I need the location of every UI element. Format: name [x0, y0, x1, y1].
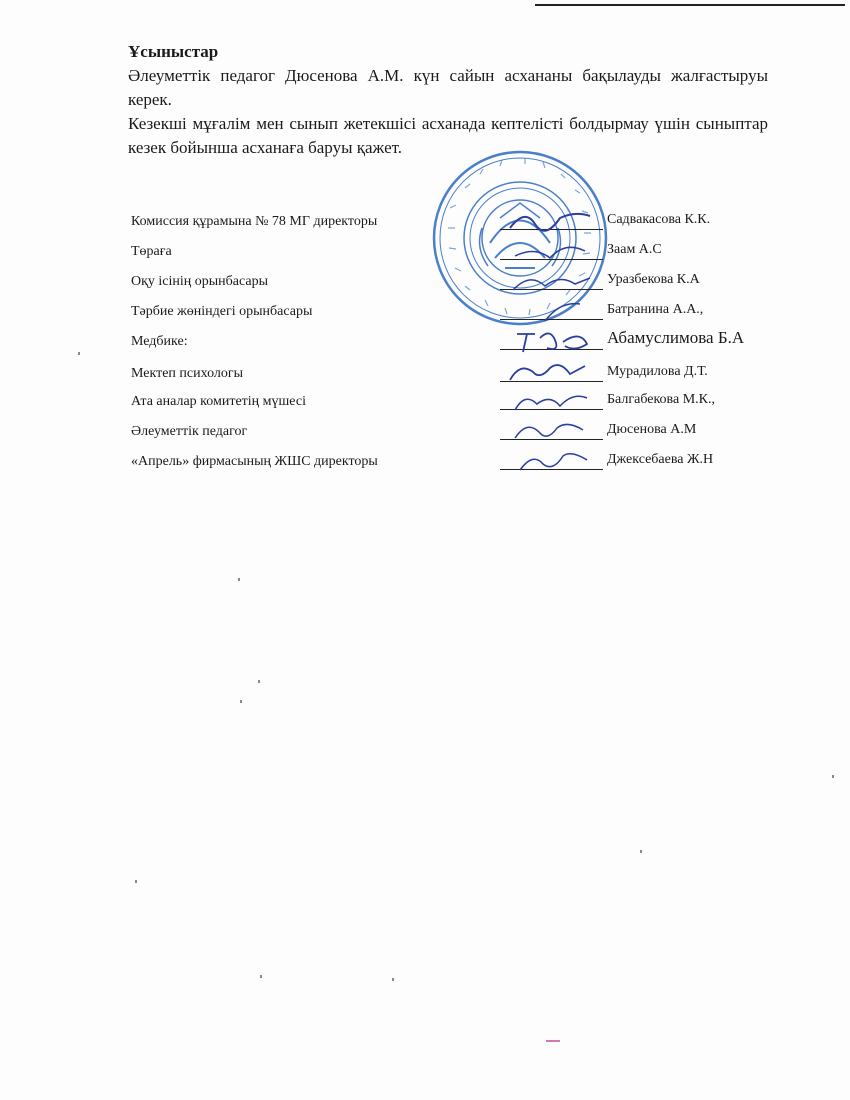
signature-icon [505, 416, 595, 446]
commission-member-name: Батранина А.А., [607, 302, 704, 317]
signature-icon [505, 386, 595, 416]
commission-row [0, 384, 850, 414]
signature-icon [505, 446, 595, 476]
commission-member-name: Абамуслимова Б.А [607, 328, 745, 347]
commission-row [0, 324, 850, 354]
scan-speck [260, 975, 262, 978]
commission-role: Ата аналар комитетің мүшесі [131, 394, 306, 409]
scan-speck [258, 680, 260, 683]
recommendation-paragraph: Әлеуметтік педагог Дюсенова А.М. күн сайын асхананы бақылауды жалғастыруы керек. [128, 66, 768, 109]
commission-member-name: Джексебаева Ж.Н [607, 452, 714, 467]
scan-speck [240, 700, 242, 703]
commission-member-name: Дюсенова А.М [607, 422, 697, 437]
scan-speck [238, 578, 240, 581]
commission-role: Тәрбие жөніндегі орынбасары [131, 304, 313, 319]
commission-role: Оқу ісінің орынбасары [131, 274, 269, 289]
scan-speck [832, 775, 834, 778]
scan-speck [78, 352, 80, 355]
commission-row [0, 204, 850, 234]
recommendations-block [128, 40, 768, 160]
commission-role: Комиссия құрамына № 78 МГ директоры [131, 214, 378, 229]
commission-row [0, 234, 850, 264]
commission-row [0, 294, 850, 324]
commission-role: Әлеуметтік педагог [131, 424, 248, 439]
scan-speck [392, 978, 394, 981]
commission-member-name: Мурадилова Д.Т. [607, 364, 708, 379]
signature-icon [505, 266, 595, 296]
signature-icon [505, 326, 595, 356]
commission-member-name: Балгабекова М.К., [607, 392, 715, 407]
recommendations-heading: Ұсыныстар [128, 42, 219, 61]
commission-role: Төраға [131, 244, 172, 259]
commission-row [0, 356, 850, 386]
signature-icon [505, 236, 595, 266]
commission-row [0, 414, 850, 444]
commission-role: Мектеп психологы [131, 366, 244, 381]
commission-member-name: Уразбекова К.А [607, 272, 700, 287]
signature-icon [505, 206, 595, 236]
top-border-line [535, 4, 845, 6]
commission-member-name: Заам А.С [607, 242, 662, 257]
scan-speck [546, 1040, 560, 1042]
commission-row [0, 444, 850, 474]
commission-member-name: Садвакасова К.К. [607, 212, 711, 227]
scan-speck [135, 880, 137, 883]
recommendation-paragraph: Кезекші мұғалім мен сынып жетекшісі асханада кептелісті болдырмау үшін сыныптар кезек бойынша асханаға баруы қажет. [128, 114, 768, 157]
scan-speck [640, 850, 642, 853]
commission-role: Медбике: [131, 334, 188, 349]
commission-row [0, 264, 850, 294]
signature-icon [505, 296, 595, 326]
commission-role: «Апрель» фирмасының ЖШС директоры [131, 454, 378, 469]
